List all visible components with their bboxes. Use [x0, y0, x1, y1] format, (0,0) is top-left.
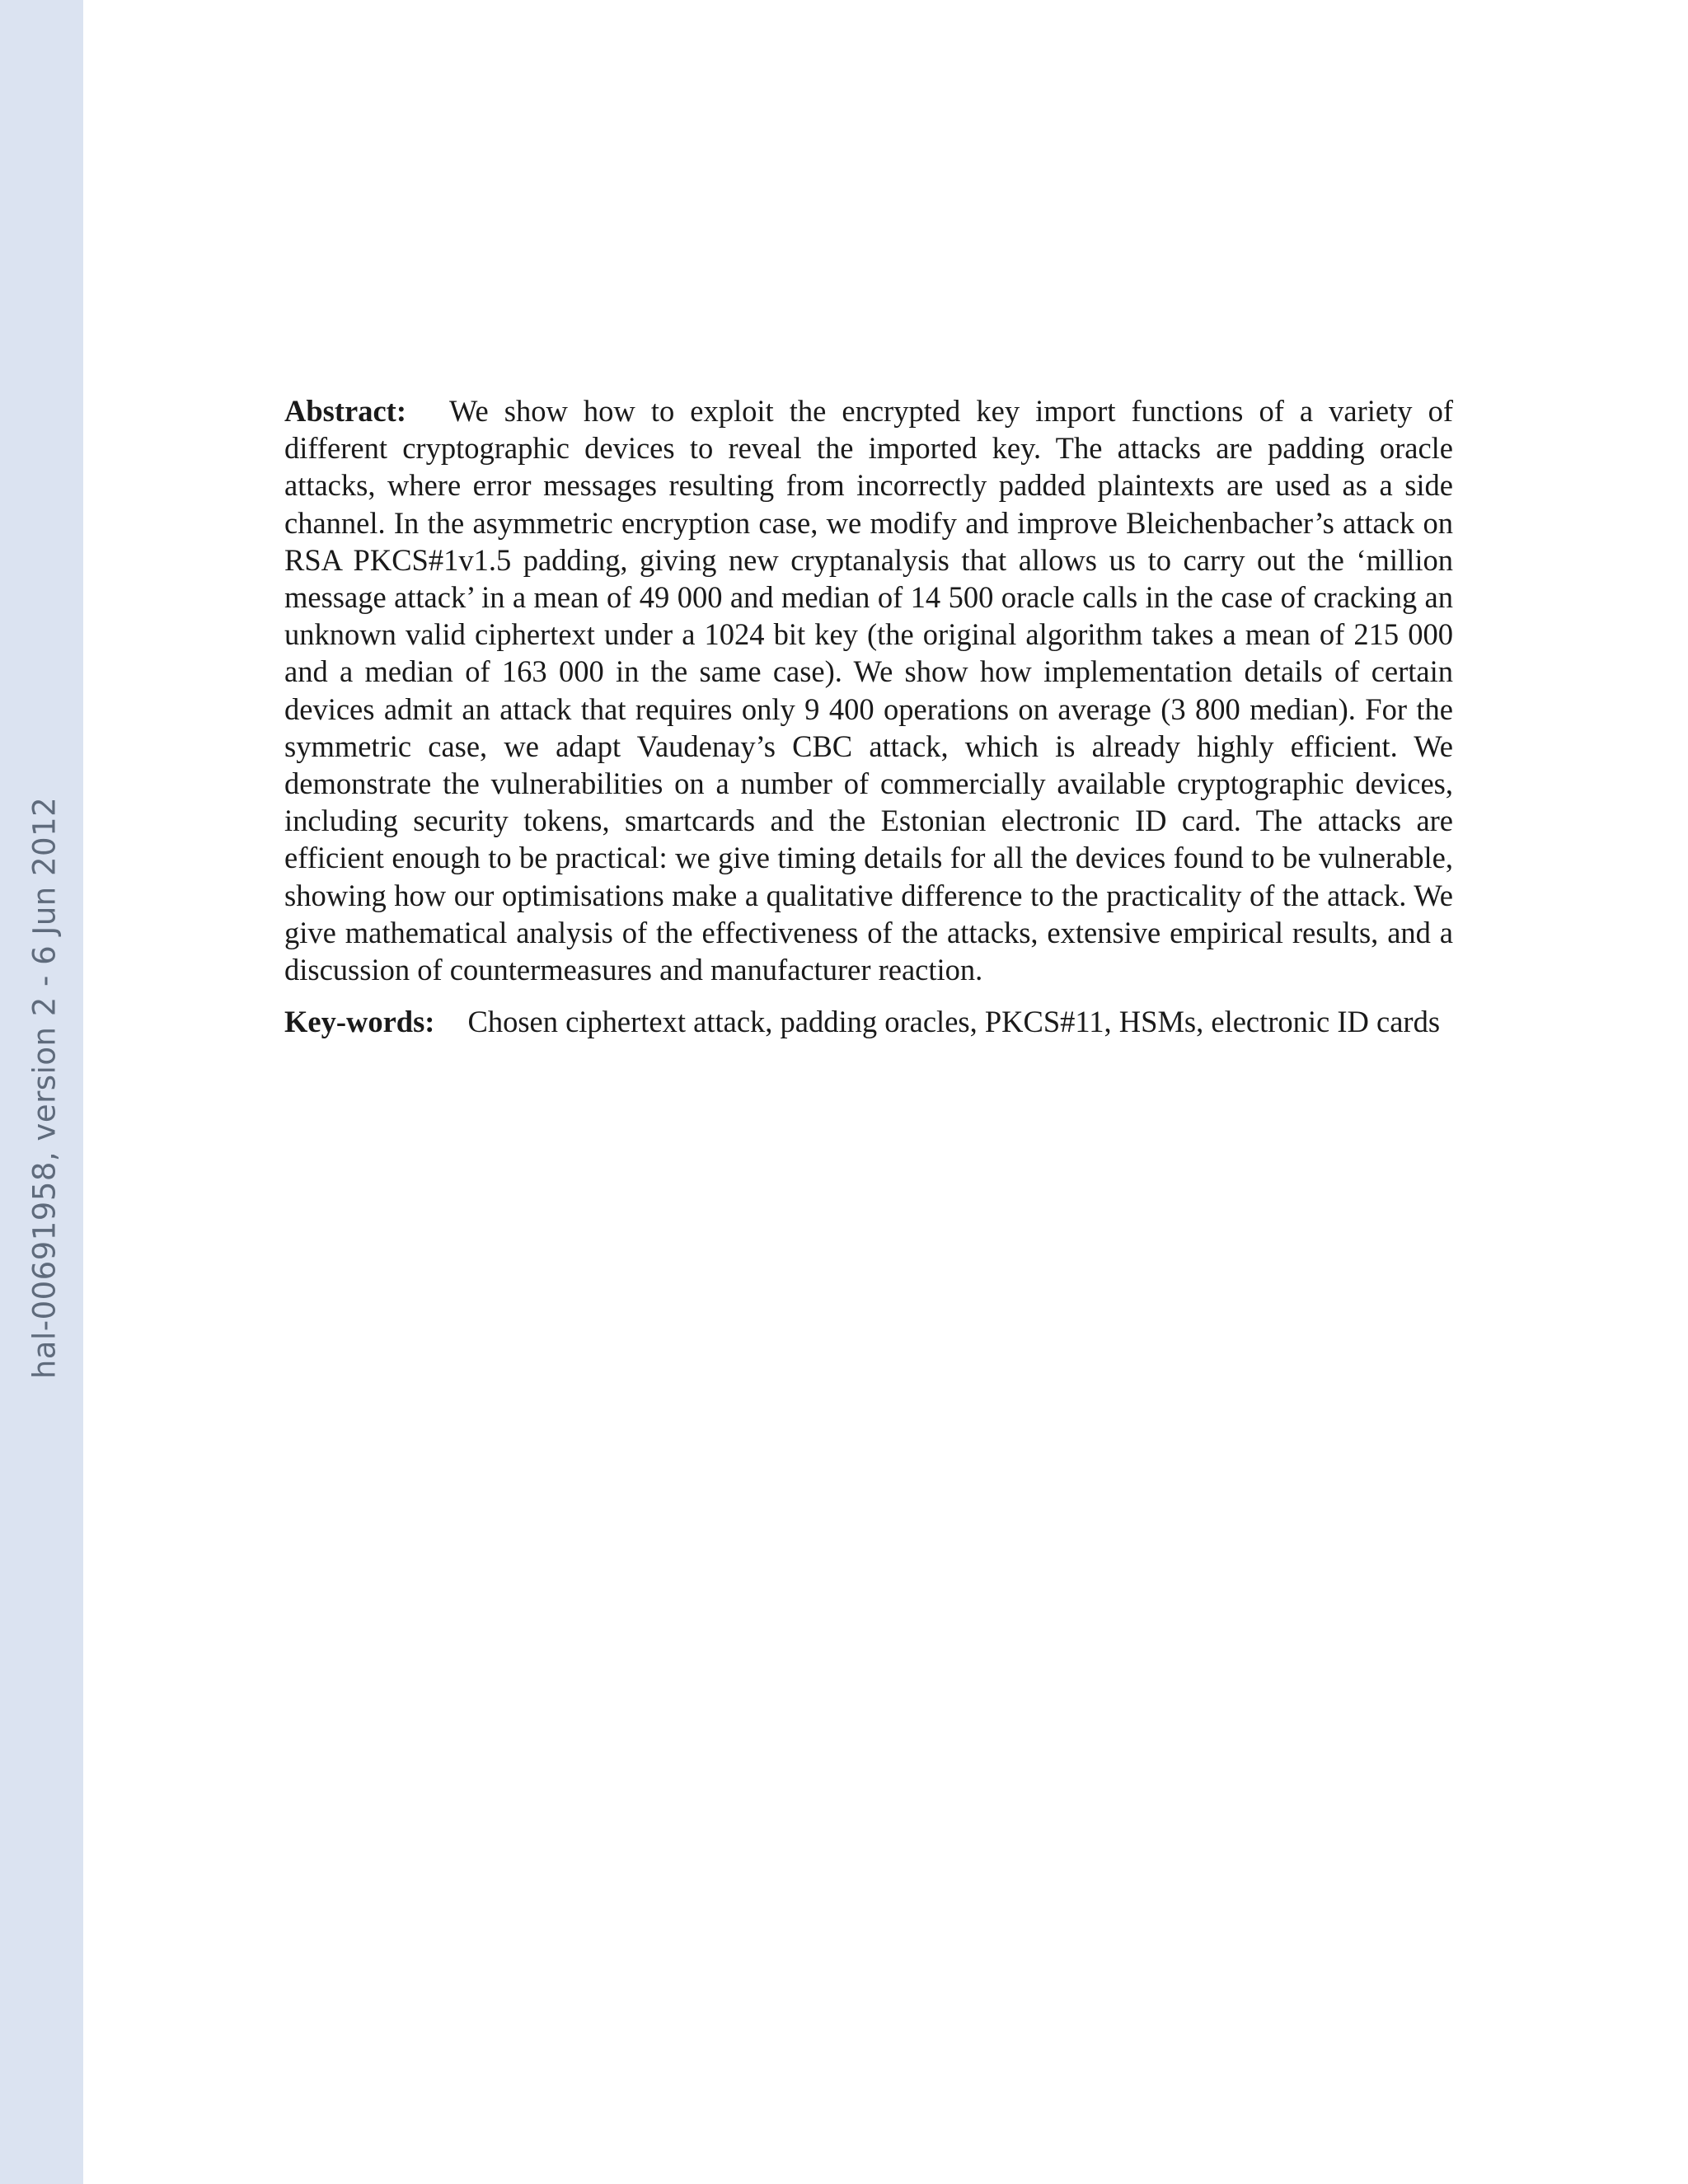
hal-sidebar: [0, 0, 83, 2184]
abstract-text: We show how to exploit the encrypted key import functions of a variety of different cryptographic devices to reveal the imported key. The attacks are padding oracle attacks, where error messages resulting from incorrectly padded plaintexts are used as a side channel. In the asymmetric encryption case, we modify and improve Bleichenbacher’s attack on RSA PKCS#1v1.5 padding, giving new cryptanalysis that allows us to carry out the ‘million message attack’ in a mean of 49 000 and median of 14 500 oracle calls in the case of cracking an unknown valid ciphertext under a 1024 bit key (the original algorithm takes a mean of 215 000 and a median of 163 000 in the same case). We show how implementation details of certain devices admit an attack that requires only 9 400 operations on average (3 800 median). For the symmetric case, we adapt Vaudenay’s CBC attack, which is already highly efficient. We demonstrate the vulnerabilities on a number of commercially available cryptographic devices, including security tokens, smartcards and the Estonian electronic ID card. The attacks are efficient enough to be practical: we give timing details for all the devices found to be vulnerable, showing how our optimisations make a qualitative difference to the practicality of the attack. We give mathematical analysis of the effectiveness of the attacks, extensive empirical results, and a discussion of countermeasures and manufacturer reaction.: [284, 394, 1453, 987]
abstract-paragraph: [284, 392, 1453, 988]
abstract-section: [284, 392, 1453, 1040]
keywords-paragraph: [284, 1003, 1453, 1040]
keywords-label: Key-words:: [284, 1005, 435, 1039]
hal-identifier: hal-00691958, version 2 - 6 Jun 2012: [26, 796, 63, 1380]
abstract-label: Abstract:: [284, 394, 406, 428]
keywords-text: Chosen ciphertext attack, padding oracles, PKCS#11, HSMs, electronic ID cards: [467, 1005, 1441, 1039]
